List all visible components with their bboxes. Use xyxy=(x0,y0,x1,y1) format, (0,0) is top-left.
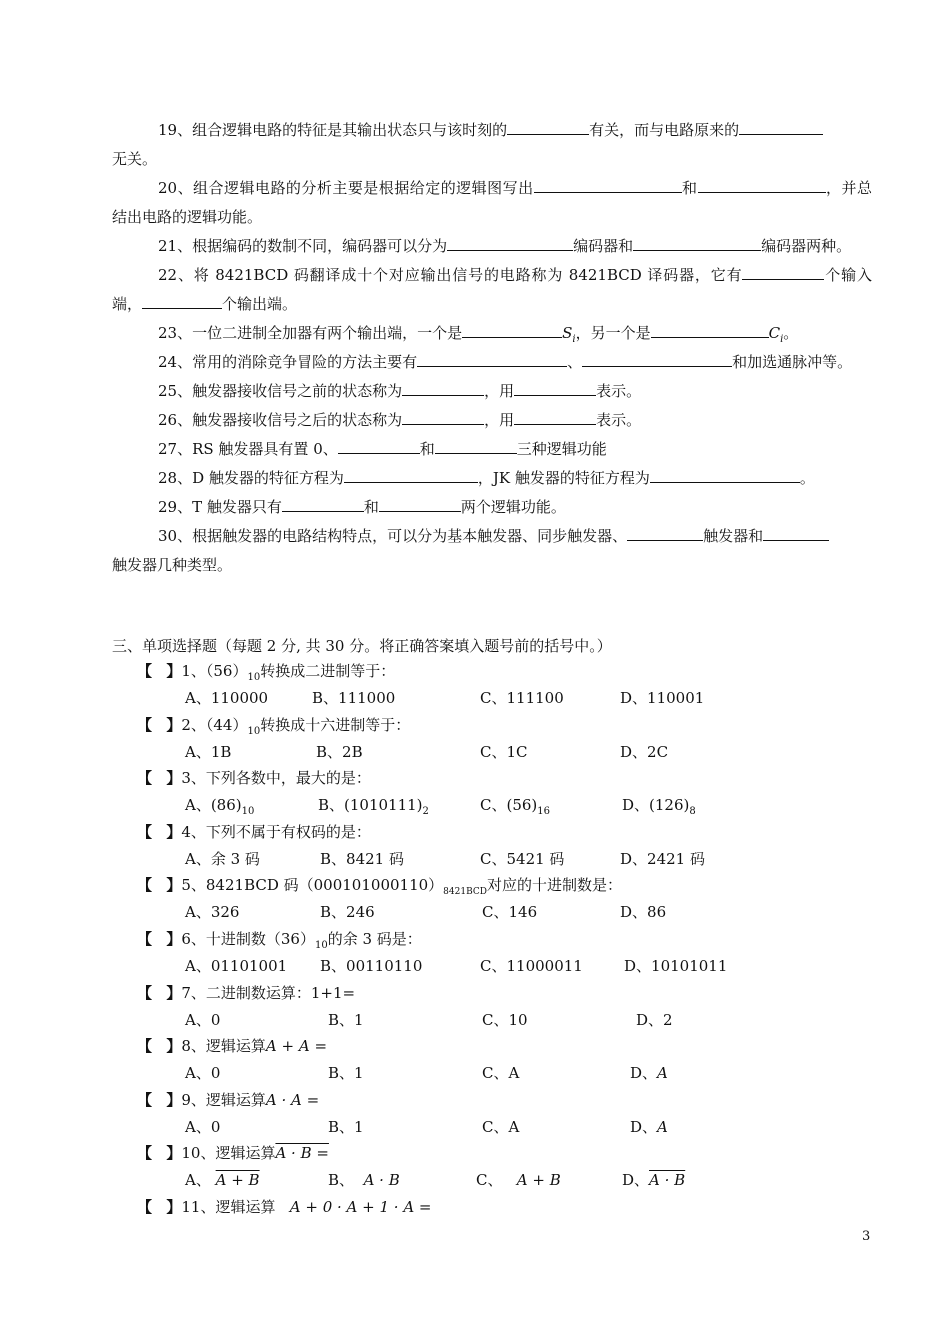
option-a: A、0 xyxy=(185,1010,221,1029)
question-2: 【 】2、$(44)_{10}$转换成十六进制等于： A、1B B、2B C、1C D、2C xyxy=(0,712,950,766)
option-b: B、00110110 xyxy=(320,956,423,975)
answer-blank xyxy=(763,524,829,541)
answer-blank xyxy=(514,379,596,396)
option-a: A、余 3 码 xyxy=(185,849,260,868)
answer-blank xyxy=(698,176,826,193)
option-b: B、$(1010111)_2$ xyxy=(318,796,429,818)
question-4: 【 】4、下列不属于有权码的是： A、余 3 码 B、8421 码 C、5421 码 D、2421 码 xyxy=(0,819,950,873)
answer-blank xyxy=(447,234,573,251)
fill-in-section xyxy=(112,116,872,580)
option-c: C、A xyxy=(482,1064,520,1083)
option-d: D、A xyxy=(630,1064,668,1083)
option-c: C、111100 xyxy=(480,689,564,707)
question-26: 26、触发器接收信号之后的状态称为 ，用 表示。 xyxy=(112,406,872,435)
choice-section xyxy=(0,658,950,1248)
option-d: D、2C xyxy=(620,742,669,761)
option-a: A、326 xyxy=(185,903,240,922)
option-a: A、 A + B xyxy=(185,1171,260,1190)
option-d: D、10101011 xyxy=(624,956,728,975)
answer-blank xyxy=(142,292,222,309)
answer-blank xyxy=(514,408,596,425)
option-b: B、1 xyxy=(328,1064,364,1083)
answer-blank xyxy=(582,350,732,367)
option-a: A、0 xyxy=(185,1117,221,1136)
answer-blank xyxy=(402,379,484,396)
question-3: 【 】3、下列各数中，最大的是： A、$(86)_{10}$ B、$(1010111)_2$ C、$(56)_{16}$ D、$(126)_8$ xyxy=(137,769,696,818)
answer-blank xyxy=(739,118,823,135)
option-b: B、2B xyxy=(316,742,363,761)
option-c: C、1C xyxy=(480,742,528,761)
answer-blank xyxy=(534,176,682,193)
question-21: 21、根据编码的数制不同，编码器可以分为 编码器和 编码器两种。 xyxy=(112,232,872,261)
option-a: A、1B xyxy=(185,742,232,761)
question-1: 【 】1、$(56)_{10}$转换成二进制等于： A、110000 B、111000 C、111100 D、110001 xyxy=(0,658,950,712)
answer-blank xyxy=(338,437,420,454)
question-19: 19、组合逻辑电路的特征是其输出状态只与该时刻的 有关，而与电路原来的 无关。 xyxy=(112,116,872,174)
page-number: 3 xyxy=(862,1229,871,1244)
section-title: 三、单项选择题（每题 2 分, 共 30 分。将正确答案填入题号前的括号中。） xyxy=(112,637,612,655)
answer-blank xyxy=(344,466,478,483)
question-20: 20、组合逻辑电路的分析主要是根据给定的逻辑图写出 和 ，并总结出电路的逻辑功能。 xyxy=(112,174,872,232)
answer-blank xyxy=(627,524,703,541)
question-28: 28、D 触发器的特征方程为 ，JK 触发器的特征方程为 。 xyxy=(112,464,872,493)
answer-blank xyxy=(282,495,364,512)
question-5: 【 】5、8421BCD 码$(000101000110)_{8421BCD}$对应的十进制数是： A、326 B、246 C、146 D、86 xyxy=(0,872,950,926)
option-b: B、111000 xyxy=(312,689,396,707)
question-24: 24、常用的消除竞争冒险的方法主要有 、 和加选通脉冲等。 xyxy=(112,348,872,377)
option-a: A、01101001 xyxy=(185,956,288,975)
question-23: 23、一位二进制全加器有两个输出端，一个是 $S_i$，另一个是 $C_i$。 xyxy=(112,319,872,348)
question-25: 25、触发器接收信号之前的状态称为 ，用 表示。 xyxy=(112,377,872,406)
option-a: A、110000 xyxy=(185,689,269,707)
option-d: D、A xyxy=(630,1117,668,1136)
option-a: A、0 xyxy=(185,1064,221,1083)
answer-blank xyxy=(633,234,761,251)
answer-blank xyxy=(651,321,769,338)
answer-blank xyxy=(462,321,562,338)
answer-blank xyxy=(650,466,800,483)
option-c: C、 A + B xyxy=(476,1171,561,1190)
answer-blank xyxy=(742,263,824,280)
question-10: 【 】10、逻辑运算A · B = A、 A + B B、 A · B C、 A + B D、A · B xyxy=(0,1140,950,1194)
question-29: 29、T 触发器只有 和 两个逻辑功能。 xyxy=(112,493,872,522)
option-c: C、11000011 xyxy=(480,956,583,975)
question-27: 27、RS 触发器具有置 0、 和 三种逻辑功能 xyxy=(112,435,872,464)
option-c: C、A xyxy=(482,1117,520,1136)
option-d: D、86 xyxy=(620,903,667,922)
question-9: 【 】9、逻辑运算A · A = A、0 B、1 C、A D、A xyxy=(0,1087,950,1141)
option-a: A、$(86)_{10}$ xyxy=(185,796,255,818)
option-c: C、5421 码 xyxy=(480,849,565,868)
answer-blank xyxy=(402,408,484,425)
option-b: B、1 xyxy=(328,1117,364,1136)
option-b: B、 A · B xyxy=(328,1171,400,1190)
answer-blank xyxy=(379,495,461,512)
option-b: B、8421 码 xyxy=(320,849,404,868)
answer-blank xyxy=(507,118,589,135)
option-d: D、$(126)_8$ xyxy=(622,796,696,818)
question-11: 【 】11、逻辑运算 A + 0 · A + 1 · A = xyxy=(137,1197,432,1216)
option-c: C、$(56)_{16}$ xyxy=(480,796,551,818)
option-d: D、2421 码 xyxy=(620,849,705,868)
answer-blank xyxy=(435,437,517,454)
option-b: B、246 xyxy=(320,903,375,922)
option-d: D、A · B xyxy=(622,1171,686,1190)
question-8: 【 】8、逻辑运算A + A = A、0 B、1 C、A D、A xyxy=(0,1033,950,1087)
option-d: D、110001 xyxy=(620,689,705,707)
question-22: 22、将 8421BCD 码翻译成十个对应输出信号的电路称为 8421BCD 译码器，它有 个输入端， 个输出端。 xyxy=(112,261,872,319)
question-7: 【 】7、二进制数运算：1+1= A、0 B、1 C、10 D、2 xyxy=(0,980,950,1034)
option-c: C、146 xyxy=(482,903,538,922)
option-d: D、2 xyxy=(636,1010,673,1029)
answer-blank xyxy=(417,350,567,367)
option-b: B、1 xyxy=(328,1010,364,1029)
question-6: 【 】6、十进制数$(36)_{10}$的余 3 码是： A、01101001 B、00110110 C、11000011 D、10101011 xyxy=(0,926,950,980)
option-c: C、10 xyxy=(482,1010,528,1029)
question-30: 30、根据触发器的电路结构特点，可以分为基本触发器、同步触发器、 触发器和 触发器几种类型。 xyxy=(112,522,872,580)
